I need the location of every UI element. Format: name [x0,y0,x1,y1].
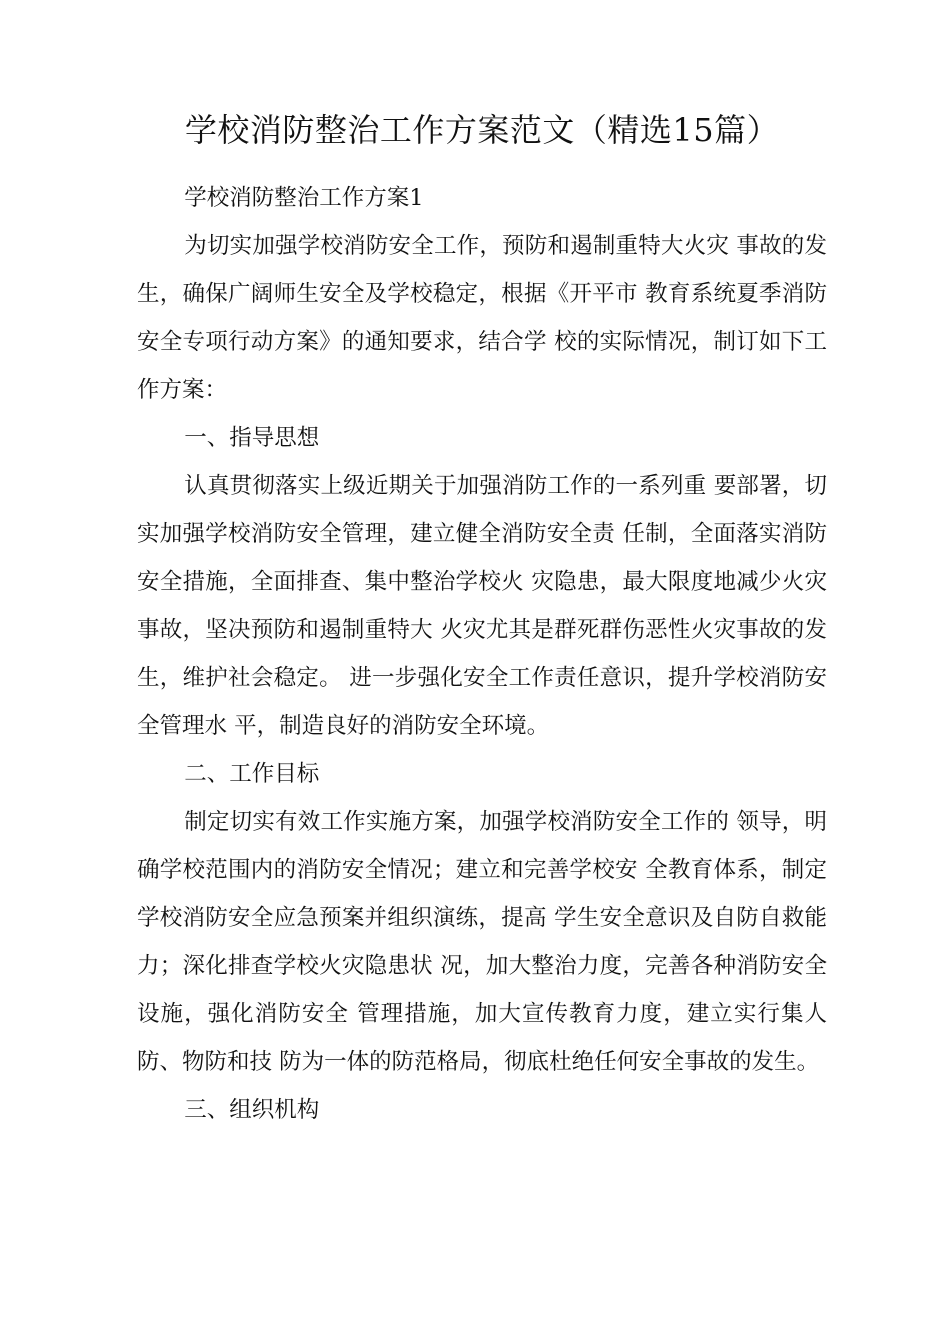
paragraph-intro: 为切实加强学校消防安全工作，预防和遏制重特大火灾 事故的发生，确保广阔师生安全及学校稳定，根据《开平市 教育系统夏季消防安全专项行动方案》的通知要求，结合学 校的实际情况，制订如下工作方案： [137,233,827,403]
document-title: 学校消防整治工作方案范文（精选15篇） [184,111,780,149]
paragraph-work-goals: 制定切实有效工作实施方案，加强学校消防安全工作的 领导，明确学校范围内的消防安全情况；建立和完善学校安 全教育体系，制定学校消防安全应急预案并组织演练，提高 学生安全意识及自防自救能力；深化排查学校火灾隐患状 况，加大整治力度，完善各种消防安全设施，强化消防安全 管理措施，加大宣传教育力度，建立实行集人防、物防和技 防为一体的防范格局，彻底杜绝任何安全事故的发生。 [137,809,827,1075]
document-page [137,104,827,1134]
section-heading-organization: 三、组织机构 [184,1097,320,1123]
paragraph-guiding-thought: 认真贯彻落实上级近期关于加强消防工作的一系列重 要部署，切实加强学校消防安全管理，建立健全消防安全责 任制，全面落实消防安全措施，全面排查、集中整治学校火 灾隐患，最大限度地减少火灾事故，坚决预防和遏制重特大 火灾尤其是群死群伤恶性火灾事故的发生，维护社会稳定。 进一步强化安全工作责任意识，提升学校消防安全管理水 平，制造良好的消防安全环境。 [137,473,827,739]
section-heading-plan-1: 学校消防整治工作方案1 [184,185,424,211]
section-heading-work-goals: 二、工作目标 [184,761,320,787]
section-heading-guiding-thought: 一、指导思想 [184,425,320,451]
